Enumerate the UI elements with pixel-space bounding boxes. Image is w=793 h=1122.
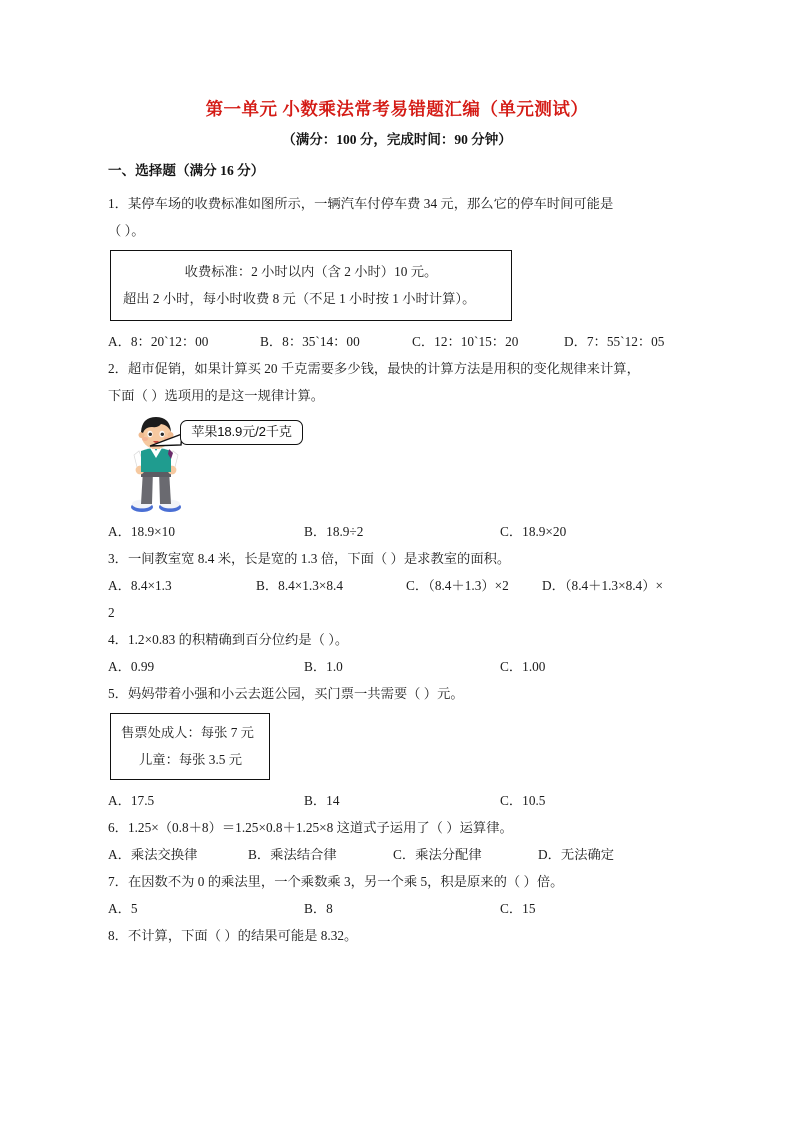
option-1-c[interactable]: C．12：10`15：20	[412, 334, 519, 349]
option-4-c[interactable]: C．1.00	[500, 659, 546, 674]
question-1-options	[108, 328, 686, 355]
parking-rate-line-2: 超出 2 小时，每小时收费 8 元（不足 1 小时按 1 小时计算）。	[123, 291, 476, 306]
option-6-a[interactable]: A．乘法交换律	[108, 847, 198, 862]
option-7-a[interactable]: A．5	[108, 901, 138, 916]
question-8-stem-line1: 8．不计算，下面（ ）的结果可能是 8.32。	[108, 928, 358, 943]
option-7-c[interactable]: C．15	[500, 901, 536, 916]
option-1-d[interactable]: D．7：55`12：05	[564, 334, 665, 349]
question-2	[108, 355, 686, 545]
ticket-price-adult: 售票处成人：每张 7 元	[121, 725, 254, 740]
option-5-a[interactable]: A．17.5	[108, 793, 155, 808]
option-1-a[interactable]: A．8：20`12：00	[108, 334, 209, 349]
option-2-a[interactable]: A．18.9×10	[108, 524, 175, 539]
option-6-b[interactable]: B．乘法结合律	[248, 847, 337, 862]
option-6-c[interactable]: C．乘法分配律	[393, 847, 482, 862]
option-4-b[interactable]: B．1.0	[304, 659, 343, 674]
question-2-illustration	[108, 413, 686, 516]
page-title: 第一单元 小数乘法常考易错题汇编（单元测试）	[205, 99, 589, 119]
question-2-stem-line1: 2．超市促销，如果计算买 20 千克需要多少钱，最快的计算方法是用积的变化规律来计算，	[108, 361, 640, 376]
option-5-c[interactable]: C．10.5	[500, 793, 546, 808]
question-4-stem-line1: 4．1.2×0.83 的积精确到百分位约是（ ）。	[108, 632, 349, 647]
option-3-d[interactable]: D．（8.4＋1.3×8.4）×	[542, 578, 664, 593]
option-3-b[interactable]: B．8.4×1.3×8.4	[256, 578, 344, 593]
parking-rate-line-1: 收费标准：2 小时以内（含 2 小时）10 元。	[184, 264, 438, 279]
question-5-stem-line1: 5．妈妈带着小强和小云去逛公园，买门票一共需要（ ）元。	[108, 686, 464, 701]
question-1-stem-line1: 1．某停车场的收费标准如图所示，一辆汽车付停车费 34 元，那么它的停车时间可能是	[108, 196, 614, 211]
question-6-options	[108, 841, 686, 868]
section-heading-choice: 一、选择题（满分 16 分）	[108, 163, 265, 178]
question-5-info-box	[110, 713, 270, 780]
question-5-options	[108, 787, 686, 814]
option-4-a[interactable]: A．0.99	[108, 659, 155, 674]
question-4-options	[108, 653, 686, 680]
question-2-options	[108, 518, 686, 545]
question-8	[108, 922, 686, 949]
option-5-b[interactable]: B．14	[304, 793, 340, 808]
question-7-options	[108, 895, 686, 922]
speech-bubble-price: 苹果18.9元/2千克	[180, 420, 303, 445]
option-7-b[interactable]: B．8	[304, 901, 333, 916]
question-7	[108, 868, 686, 922]
question-1-info-box	[110, 250, 512, 321]
question-3-options	[108, 572, 686, 626]
option-2-c[interactable]: C．18.9×20	[500, 524, 567, 539]
option-1-b[interactable]: B．8：35`14：00	[260, 334, 360, 349]
question-5	[108, 680, 686, 814]
page-content	[108, 98, 686, 949]
option-2-b[interactable]: B．18.9÷2	[304, 524, 364, 539]
cartoon-boy-figure	[125, 415, 187, 513]
speech-bubble-tail	[148, 432, 184, 454]
question-3	[108, 545, 686, 626]
question-1	[108, 190, 686, 355]
question-1-stem-line2: （ ）。	[108, 223, 145, 238]
question-4	[108, 626, 686, 680]
question-2-stem-line2: 下面（ ）选项用的是这一规律计算。	[108, 388, 325, 403]
question-6-stem-line1: 6．1.25×（0.8＋8）＝1.25×0.8＋1.25×8 这道式子运用了（ ）运算律。	[108, 820, 513, 835]
option-3-d-overflow: 2	[108, 605, 115, 620]
question-7-stem-line1: 7．在因数不为 0 的乘法里，一个乘数乘 3，另一个乘 5，积是原来的（ ）倍。	[108, 874, 564, 889]
ticket-price-child: 儿童：每张 3.5 元	[139, 752, 243, 767]
option-3-c[interactable]: C．（8.4＋1.3）×2	[406, 578, 509, 593]
option-3-a[interactable]: A．8.4×1.3	[108, 578, 172, 593]
page-subtitle: （满分：100 分，完成时间：90 分钟）	[282, 132, 512, 147]
question-6	[108, 814, 686, 868]
option-6-d[interactable]: D．无法确定	[538, 847, 615, 862]
question-3-stem-line1: 3．一间教室宽 8.4 米，长是宽的 1.3 倍，下面（ ）是求教室的面积。	[108, 551, 511, 566]
